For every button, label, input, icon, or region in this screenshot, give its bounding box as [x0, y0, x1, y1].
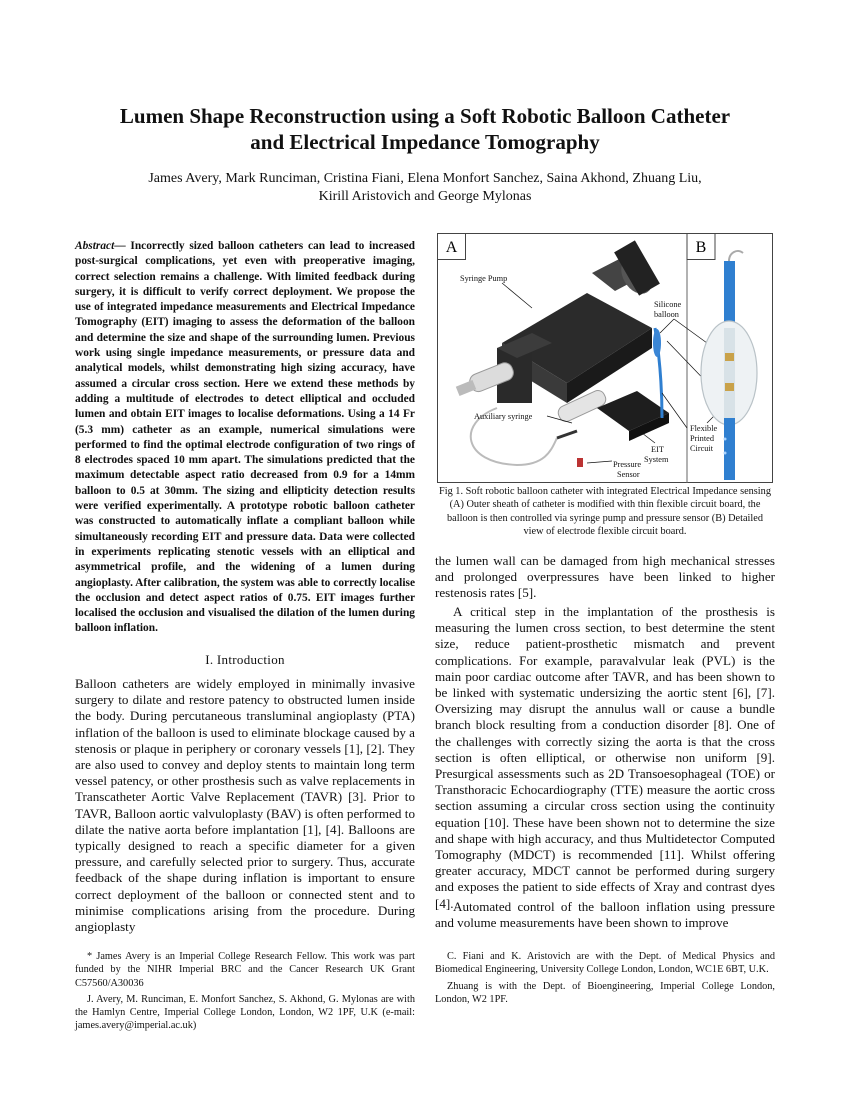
abstract-dash: — — [114, 240, 126, 252]
label-aux-syringe: Auxiliary syringe — [474, 412, 533, 421]
title-line-2: and Electrical Impedance Tomography — [250, 130, 600, 154]
title-line-1: Lumen Shape Reconstruction using a Soft Robotic Balloon Catheter — [119, 104, 731, 128]
label-silicone-2: balloon — [654, 310, 679, 319]
panel-a-label: A — [445, 239, 458, 256]
label-flex-1: Flexible — [690, 424, 718, 433]
label-pressure-1: Pressure — [613, 460, 642, 469]
label-silicone-1: Silicone — [654, 300, 682, 309]
panel-b-label: B — [695, 239, 707, 256]
label-syringe-pump: Syringe Pump — [460, 274, 508, 283]
intro-paragraph-4: Automated control of the balloon inflation using pressure and volume measurements have been shown to improve — [435, 899, 775, 931]
label-flex-2: Printed — [690, 434, 714, 443]
figure-caption: Fig 1. Soft robotic balloon catheter with integrated Electrical Impedance sensing (A) Outer sheath of catheter is modified with thin flexible circuit board, the balloon is then controlled via syringe pump and pressure sensor (B) Detailed view of electrode flexible circuit board. — [439, 486, 771, 538]
footnote-affiliation-hamlyn: J. Avery, M. Runciman, E. Monfort Sanchez, S. Akhond, G. Mylonas are with the Hamlyn Centre, Imperial College London, London, W2 1PF, U.K (e-mail: james.avery@imperial.ac.uk) — [75, 993, 415, 1032]
intro-paragraph-2: the lumen wall can be damaged from high mechanical stresses and prolonged overpressures have been linked to higher restenosis rates [5]. — [435, 553, 775, 601]
section-heading: I. Introduction — [205, 652, 285, 667]
abstract-lead: Abstract — [75, 240, 115, 252]
label-eit-2: System — [644, 455, 669, 464]
intro-paragraph-3: A critical step in the implantation of the prosthesis is measuring the lumen cross section, to best determine the stent size, reduce patient-prosthetic mismatch and prevent complications. For example, paravalvular leak (PVL) is the main poor cardiac outcome after TAVR, and has been shown to be linked with systematic undersizing the aortic stent [6], [7]. Oversizing may disrupt the annulus wall or cause a bundle branch block resulting from a conduction disorder [8]. One of the challenges with correctly sizing the aorta is that the cross section is often elliptical, or otherwise non uniform [9]. Presurgical assessments such as 2D Transoesophageal (TOE) or Transthoracic Echocardiography (TTE) measure the aortic cross section assuming a circular cross section using the continuity equation [10]. These have been shown not to determine the size and shape with high accuracy, and thus Multidetector Computed Tomography (MDCT) is recommended [11]. Whilst offering greater accuracy, MDCT cannot be performed during surgery and exposes the patient to side effects of Xray and contrast dyes [4]. — [435, 604, 775, 911]
label-flex-3: Circuit — [690, 444, 714, 453]
silicone-balloon-small — [653, 329, 661, 357]
authors-line-1: James Avery, Mark Runciman, Cristina Fiani, Elena Monfort Sanchez, Saina Akhond, Zhuang Liu, — [148, 171, 702, 186]
author-list — [80, 170, 770, 206]
figure-1 — [437, 233, 773, 483]
paper-title — [60, 103, 790, 155]
footnote-funding: * James Avery is an Imperial College Research Fellow. This work was part funded by the NIHR Imperial BRC and the Cancer Research UK Grant C57560/A30036 — [75, 951, 415, 989]
footnote-affiliation-ucl: C. Fiani and K. Aristovich are with the Dept. of Medical Physics and Biomedical Engineering, University College London, London, WC1E 6BT, U.K. — [435, 951, 775, 976]
footnote-affiliation-bioeng: Zhuang is with the Dept. of Bioengineering, Imperial College London, London, W2 1PF. — [435, 980, 775, 1005]
intro-paragraph-1: Balloon catheters are widely employed in minimally invasive surgery to dilate and restore patency to obstructed lumen inside the body. During percutaneous transluminal angioplasty (PTA) inflation of the balloon is used to eliminate blockage caused by a stenosis or plaque in periphery or coronary vessels [1], [2]. They are also used to convey and deploy stents to maintain long term vessel patency, or other prosthesis such as valve replacements in Transcatheter Aortic Valve Replacement (TAVR) [3]. Prior to TAVR, Balloon aortic valvuloplasty (BAV) is often performed to dilate the native aorta before implantation [1], [4]. Balloons are typically designed to reach a specific diameter for a given pressure, and carefully selected prior to surgery. Thus, accurate feedback of the shape during inflation is important to ensure correct deployment of the balloon or connected stent and to minimise complications arising from the procedure. During angioplasty — [75, 676, 415, 935]
footnotes-right — [435, 950, 775, 1009]
footnotes-left — [75, 950, 415, 1036]
abstract — [75, 239, 415, 637]
authors-line-2: Kirill Aristovich and George Mylonas — [318, 189, 532, 204]
abstract-text: Incorrectly sized balloon catheters can lead to increased post-surgical complications, yet even with preoperative imaging, correct selection remains a challenge. With limited feedback during surgery, it is difficult to verify correct deployment. We propose the use of integrated impedance measurements and Electrical Impedance Tomography (EIT) imaging to assess the deformation of the balloon and determine the size and shape of the surrounding lumen. Previous work using single impedance measurements, or pressure data and analytical models, whilst demonstrating high sizing accuracy, have assumed a circular cross section. Here we extend these methods by adding a multitude of electrodes to detect elliptical and occluded lumen and obtain EIT images to localise deformations. Using a 14 Fr (5.3 mm) catheter as an example, numerical simulations were performed to find the optimal electrode configuration of two rings of 8 electrodes spaced 10 mm apart. The simulations predicted that the maximum detectable aspect ratio decreased from 0.9 for a 14mm balloon to 0.5 at 30mm. The sizing and ellipticity detection results were verified experimentally. A prototype robotic balloon catheter was constructed to automatically inflate a compliant balloon while simultaneously recording EIT and pressure data. Data were collected in experiments replicating stenotic vessels with an elliptical and asymmetrical profile, and the widening of a lumen during angioplasty. After calibration, the system was able to correctly localise the occlusion and detect aspect ratios of 0.75. EIT images further localised the occlusion and visualised the dilation of the lumen during balloon inflation. — [75, 240, 415, 635]
label-pressure-2: Sensor — [617, 470, 640, 479]
label-eit-1: EIT — [651, 445, 664, 454]
